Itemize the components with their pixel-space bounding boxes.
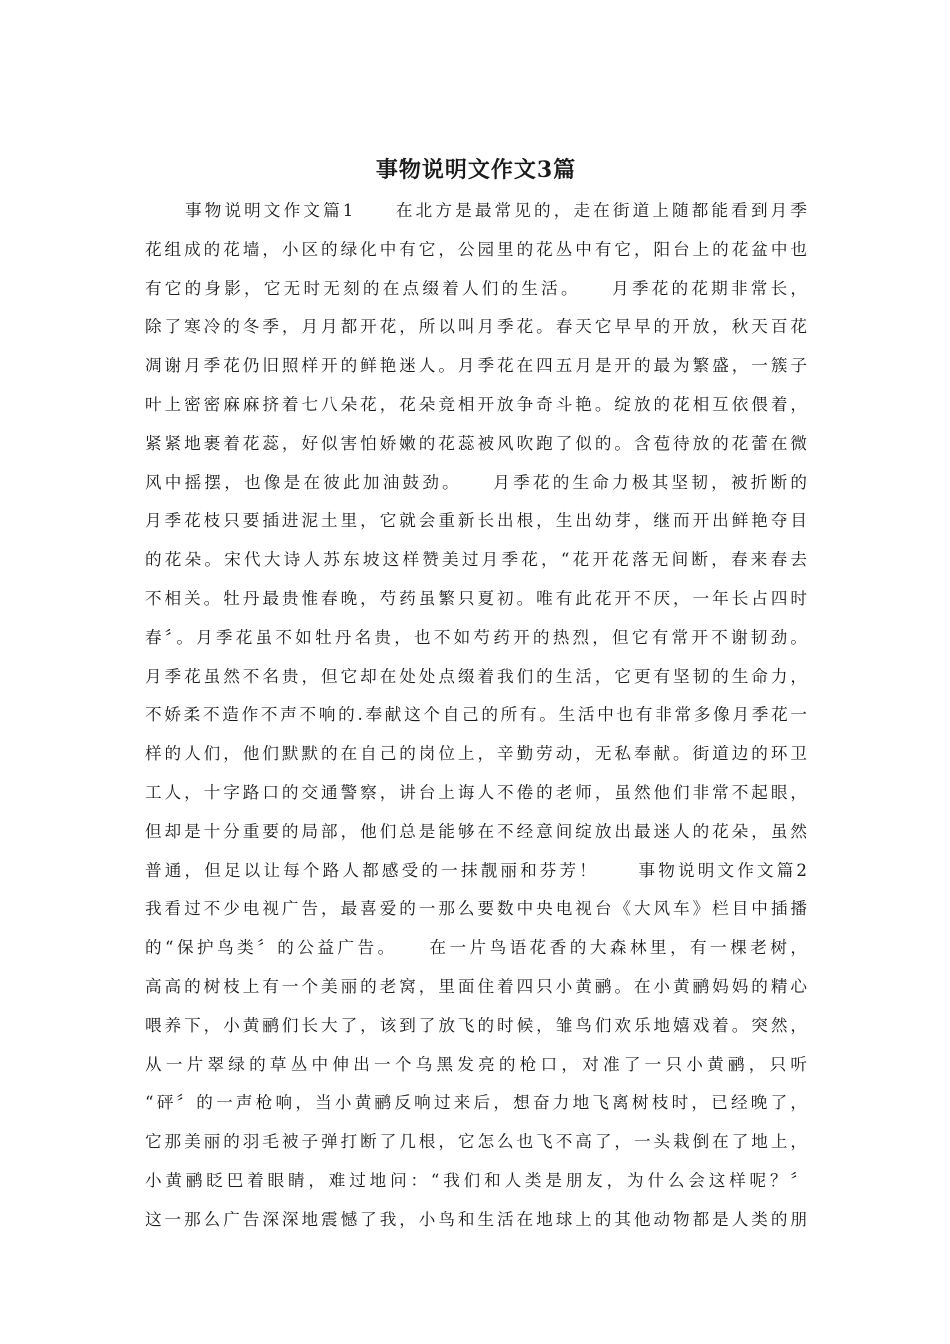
body-line: 这一那么广告深深地震憾了我，小鸟和生活在地球上的其他动物都是人类的朋 — [145, 1209, 807, 1229]
body-line: 风中摇摆，也像是在彼此加油鼓劲。 月季花的生命力极其坚韧，被折断的 — [145, 472, 807, 492]
body-line: 小黄鹂眨巴着眼睛，难过地问：“我们和人类是朋友，为什么会这样呢？〞 — [145, 1170, 807, 1190]
body-line: 的花朵。宋代大诗人苏东坡这样赞美过月季花，“花开花落无间断，春来春去 — [145, 550, 807, 570]
body-line: 除了寒冷的冬季，月月都开花，所以叫月季花。春天它早早的开放，秋天百花 — [145, 317, 807, 337]
body-line: 春〞。月季花虽不如牡丹名贵，也不如芍药开的热烈，但它有常开不谢韧劲。 — [145, 627, 807, 647]
document-title: 事物说明文作文3篇 — [375, 157, 577, 183]
body-line: 花组成的花墙，小区的绿化中有它，公园里的花丛中有它，阳台上的花盆中也 — [145, 239, 807, 259]
body-line: 不娇柔不造作不声不响的.奉献这个自己的所有。生活中也有非常多像月季花一 — [145, 705, 807, 725]
body-line: 高高的树枝上有一个美丽的老窝，里面住着四只小黄鹂。在小黄鹂妈妈的精心 — [145, 976, 807, 996]
document-page — [145, 150, 807, 1240]
body-line: 凋谢月季花仍旧照样开的鲜艳迷人。月季花在四五月是开的最为繁盛，一簇子 — [145, 356, 807, 376]
body-line: 从一片翠绿的草丛中伸出一个乌黑发亮的枪口，对准了一只小黄鹂，只听 — [145, 1054, 807, 1074]
body-line: 它那美丽的羽毛被子弹打断了几根，它怎么也飞不高了，一头栽倒在了地上， — [145, 1132, 807, 1152]
body-line: 叶上密密麻麻挤着七八朵花，花朵竞相开放争奇斗艳。绽放的花相互依偎着， — [145, 394, 807, 414]
body-line: 的“保护鸟类〞的公益广告。 在一片鸟语花香的大森林里，有一棵老树， — [145, 938, 807, 958]
body-line: 紧紧地裹着花蕊，好似害怕娇嫩的花蕊被风吹跑了似的。含苞待放的花蕾在微 — [145, 433, 807, 453]
body-line: 我看过不少电视广告，最喜爱的一那么要数中央电视台《大风车》栏目中插播 — [145, 899, 807, 919]
body-line: 普通，但足以让每个路人都感受的一抹靓丽和芬芳！ 事物说明文作文篇2 — [145, 860, 807, 880]
body-line: 事物说明文作文篇1 在北方是最常见的，走在街道上随都能看到月季 — [185, 201, 807, 220]
body-line: 但却是十分重要的局部，他们总是能够在不经意间绽放出最迷人的花朵，虽然 — [145, 821, 807, 841]
body-line: 有它的身影，它无时无刻的在点缀着人们的生活。 月季花的花期非常长， — [145, 278, 807, 298]
body-line: 样的人们，他们默默的在自己的岗位上，辛勤劳动，无私奉献。街道边的环卫 — [145, 744, 807, 764]
body-line: 月季花虽然不名贵，但它却在处处点缀着我们的生活，它更有坚韧的生命力， — [145, 666, 807, 686]
body-line: “砰〞的一声枪响，当小黄鹂反响过来后，想奋力地飞离树枝时，已经晚了， — [145, 1093, 807, 1113]
body-line: 喂养下，小黄鹂们长大了，该到了放飞的时候，雏鸟们欢乐地嬉戏着。突然， — [145, 1015, 807, 1035]
document-body — [145, 192, 807, 1240]
body-line: 月季花枝只要插进泥土里，它就会重新长出根，生出幼芽，继而开出鲜艳夺目 — [145, 511, 807, 531]
body-line: 工人，十字路口的交通警察，讲台上诲人不倦的老师，虽然他们非常不起眼， — [145, 782, 807, 802]
body-line: 不相关。牡丹最贵惟春晚，芍药虽繁只夏初。唯有此花开不厌，一年长占四时 — [145, 588, 807, 608]
